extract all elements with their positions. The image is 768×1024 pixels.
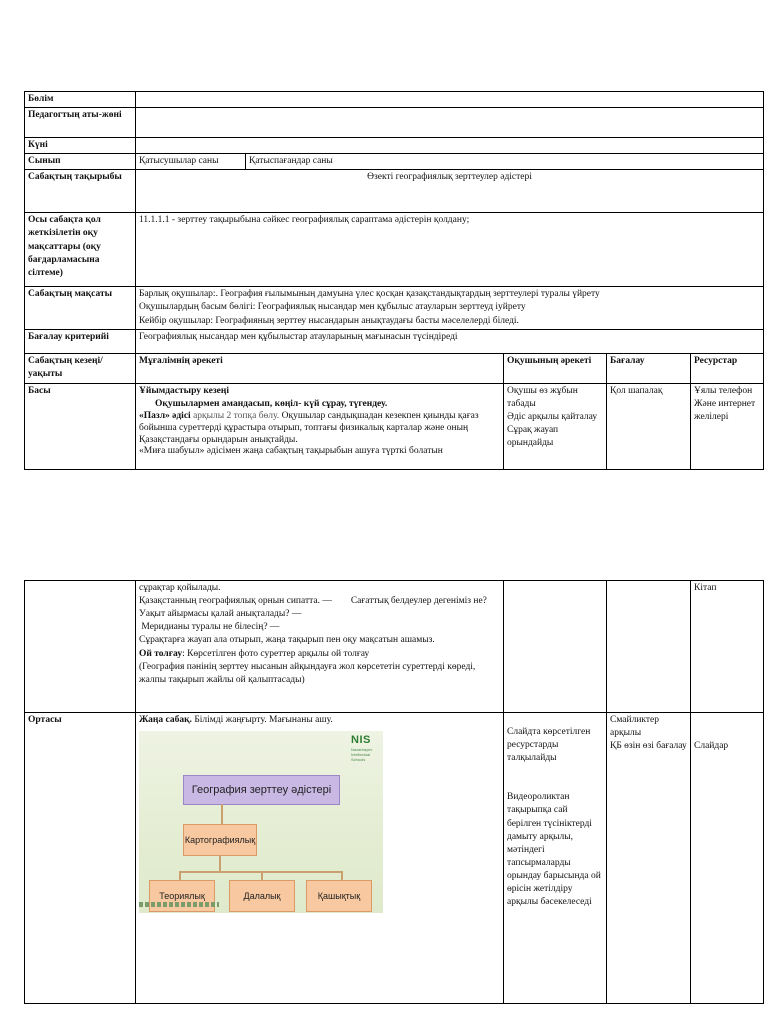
assessment-criteria-value: Географиялық нысандар мен құбылыстар атауларының мағынасын түсіндіреді <box>136 330 764 354</box>
section-label: Бөлім <box>25 92 136 108</box>
student-activity-video: Видеороликтан тақырыпқа сай берілген түсініктерді дамыту арқылы, мәтіндегі тапсырмаларды орындау барысында ой өрісін жетілдіру арқылы бәсекелеседі <box>507 792 601 908</box>
assessment-continued <box>607 581 691 713</box>
lesson-goal-value <box>136 287 764 330</box>
diagram-cartographic-box: Картографиялық <box>183 824 257 856</box>
student-activity-slides: Слайдта көрсетілген ресурстарды талқылайды <box>507 727 591 764</box>
reflection-method-text: : Көрсетілген фото суреттер арқылы ой толғау <box>182 648 370 659</box>
class-label: Сынып <box>25 154 136 170</box>
reflection-method-name: Ой толғау <box>139 648 183 659</box>
absent-count-label: Қатыспағандар саны <box>246 154 764 170</box>
teacher-activity-beginning <box>136 383 504 469</box>
student-activity-beginning <box>504 383 607 469</box>
col-assessment-header: Бағалау <box>607 354 691 383</box>
stage-continued <box>25 581 136 713</box>
lesson-topic-label: Сабақтың тақырыбы <box>25 170 136 213</box>
resource-line: Слайдар <box>694 741 729 751</box>
stage-beginning: Басы <box>25 383 136 469</box>
resources-continued: Кітап <box>691 581 764 713</box>
resource-line: Ұялы телефон <box>694 385 753 396</box>
lesson-plan-table-top <box>24 91 764 470</box>
goal-line-most: Оқушылардың басым бөлігі: Географиялық нысандар мен құбылыс атауларын зерттеуд іуйрету <box>139 302 526 313</box>
student-activity-middle <box>504 713 607 1004</box>
nis-logo-text: NIS <box>351 734 371 747</box>
teacher-activity-continued <box>136 581 504 713</box>
goal-line-some: Кейбір оқушылар: Географияның зерттеу нысандарын анықтаудағы басты мәселелерді біледі. <box>139 315 519 326</box>
diagram-remote-box: Қашықтық <box>306 880 372 912</box>
date-label: Күні <box>25 138 136 154</box>
assessment-criteria-label: Бағалау критерийі <box>25 330 136 354</box>
diagram-connector <box>221 804 223 824</box>
lesson-plan-table-bottom <box>24 580 764 1004</box>
nis-logo-subtitle: Nazarbayev Intellectual Schools <box>351 747 373 762</box>
stage-middle: Ортасы <box>25 713 136 1004</box>
new-lesson-label: Жаңа сабақ. <box>139 715 192 725</box>
assessment-beginning: Қол шапалақ <box>607 383 691 469</box>
question-line: Қазақстанның географиялық орнын сипатта. — Сағаттық белдеулер дегеніміз не? <box>139 596 487 607</box>
diagram-field-box: Далалық <box>229 880 295 912</box>
puzzle-method-grouping: арқылы 2 топқа бөлу. <box>193 410 280 421</box>
puzzle-method-text: Оқушылар сандықшадан кезекпен қиынды қағаз бойынша суреттерді құрастыра отырып, топтағы физикалық карталар және оның Қазақстандағы орындарын анықтайды. <box>139 410 479 445</box>
diagram-connector <box>219 855 221 871</box>
col-teacher-header: Мұғалімнің әрекеті <box>136 354 504 383</box>
present-count-label: Қатысушылар саны <box>136 154 246 170</box>
resource-line: Және интернет желілері <box>694 398 756 422</box>
col-resources-header: Ресурстар <box>691 354 764 383</box>
org-stage-title: Ұйымдастыру кезеңі <box>139 385 229 396</box>
geography-methods-diagram <box>139 731 383 913</box>
diagram-theoretical-box: Теориялық <box>149 880 215 912</box>
lesson-topic-value: Өзекті географиялық зерттеулер әдістері <box>136 170 764 213</box>
goal-line-all: Барлық оқушылар:. География ғылымының дамуына үлес қосқан қазақстандықтардың зерттеулері туралы үйрету <box>139 289 600 300</box>
new-lesson-text: Білімді жаңғырту. Мағынаны ашу. <box>191 715 333 725</box>
col-student-header: Оқушының әрекеті <box>504 354 607 383</box>
brainstorm-text: «Миға шабуыл» әдісімен жаңа сабақтың тақырыбын ашуға түрткі болатын <box>139 446 443 457</box>
question-line: Уақыт айырмасы қалай анықталады? — <box>139 609 302 620</box>
learning-objectives-label: Осы сабақта қол жеткізілетін оқу мақсаттары (оқу бағдарламасына сілтеме) <box>25 213 136 287</box>
student-activity-line: Сұрақ жауап орындайды <box>507 424 559 448</box>
teacher-activity-middle <box>136 713 504 1004</box>
question-line: Меридианы туралы не білесің? — <box>139 622 280 633</box>
student-activity-continued <box>504 581 607 713</box>
greeting-text: Оқушылармен амандасып, көңіл- күй сұрау, түгендеу. <box>155 398 388 409</box>
assessment-middle <box>607 713 691 1004</box>
assessment-line: Смайликтер арқылы <box>610 715 660 739</box>
resources-beginning <box>691 383 764 469</box>
diagram-title-box: География зерттеу әдістері <box>183 775 340 805</box>
nis-logo <box>351 733 377 763</box>
decorative-chain <box>139 902 219 907</box>
learning-objectives-value: 11.1.1.1 - зерттеу тақырыбына сәйкес географиялық сараптама әдістерін қолдану; <box>136 213 764 287</box>
question-line: Сұрақтарға жауап ала отырып, жаңа тақырып пен оқу мақсатын ашамыз. <box>139 635 435 646</box>
col-stage-header: Сабақтың кезеңі/ уақыты <box>25 354 136 383</box>
student-activity-line: Оқушы өз жұбын табады <box>507 385 578 409</box>
section-value <box>136 92 764 108</box>
resources-middle <box>691 713 764 1004</box>
assessment-line: ҚБ өзін өзі бағалау <box>610 741 687 752</box>
teacher-name-label: Педагогтың аты-жөні <box>25 108 136 138</box>
date-value <box>136 138 764 154</box>
teacher-name-value <box>136 108 764 138</box>
lesson-goal-label: Сабақтың мақсаты <box>25 287 136 330</box>
puzzle-method-name: «Пазл» әдісі <box>139 410 191 421</box>
student-activity-line: Әдіс арқылы қайталау <box>507 411 598 422</box>
reflection-note: (География пәнінің зерттеу нысанын айқындауға жол көрсететін суреттерді көреді, жалпы тақырып жайлы ой қалыптасады) <box>139 661 476 685</box>
question-line: сұрақтар қойылады. <box>139 583 221 593</box>
